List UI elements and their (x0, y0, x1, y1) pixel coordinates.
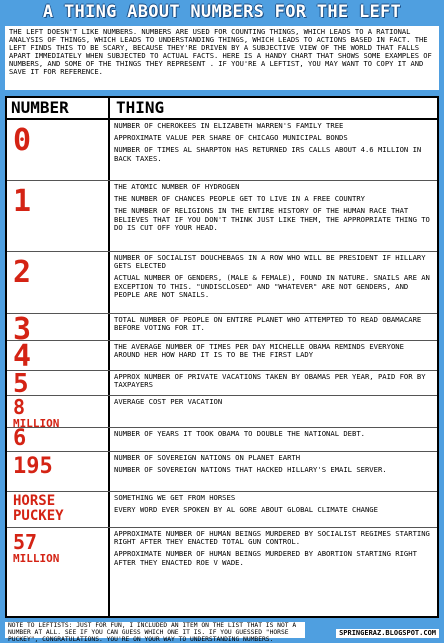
number-cell (7, 120, 110, 180)
thing-text: EVERY WORD EVER SPOKEN BY AL GORE ABOUT GLOBAL CLIMATE CHANGE (114, 505, 378, 515)
thing-text: APPROXIMATE NUMBER OF HUMAN BEINGS MURDERED BY ABORTION STARTING RIGHT AFTER THEY ENACTED ROE V WADE. (114, 549, 417, 567)
thing-text: SOMETHING WE GET FROM HORSES (114, 493, 236, 502)
intro-text: THE LEFT DOESN'T LIKE NUMBERS. NUMBERS ARE USED FOR COUNTING THINGS, WHICH LEADS TO A RATIONAL ANALYSIS OF THINGS, WHICH LEADS TO UNDERSTANDING THINGS, WHICH LEADS TO ACTIONS BASED IN FACT. THE LEFT FINDS THIS TO BE SCARY, BECAUSE THEY'RE DRIVEN BY A SUBJECTIVE VIEW OF THE WORLD THAT FALLS APART IMMEDIATELY WHEN SUBJECTED TO ACTUAL FACTS. HERE IS A HANDY CHART THAT SHOWS SOME EXAMPLES OF NUMBERS, AND SOME OF THE THINGS THEY REPRESENT . IF YOU'RE A LEFTIST, YOU MAY WANT TO COPY IT AND SAVE IT FOR REFERENCE. (5, 26, 439, 90)
number-cell (7, 181, 110, 251)
header-number: NUMBER (7, 98, 110, 118)
thing-cell (110, 452, 437, 491)
thing-cell (110, 492, 437, 527)
number-value: 195 (13, 454, 53, 479)
number-value: 4 (13, 339, 32, 374)
thing-cell (110, 528, 437, 616)
thing-text: NUMBER OF SOVEREIGN NATIONS THAT HACKED HILLARY'S EMAIL SERVER. (114, 465, 387, 475)
number-cell (7, 252, 110, 313)
table-row (7, 369, 437, 399)
number-cell (7, 369, 110, 399)
thing-text: NUMBER OF YEARS IT TOOK OBAMA TO DOUBLE THE NATIONAL DEBT. (114, 429, 365, 438)
number-cell (7, 395, 110, 430)
credit-link[interactable]: SPRINGERAZ.BLOGSPOT.COM (336, 629, 439, 638)
thing-text: APPROXIMATE VALUE PER SHARE OF CHICAGO MUNICIPAL BONDS (114, 133, 348, 143)
thing-cell (110, 314, 437, 340)
number-unit: MILLION (13, 552, 60, 565)
thing-text: NUMBER OF SOCIALIST DOUCHEBAGS IN A ROW WHO WILL BE PRESIDENT IF HILLARY GETS ELECTED (114, 253, 426, 271)
thing-cell (110, 252, 437, 313)
thing-text: AVERAGE COST PER VACATION (114, 397, 223, 406)
thing-text: TOTAL NUMBER OF PEOPLE ON ENTIRE PLANET WHO ATTEMPTED TO READ OBAMACARE BEFORE VOTING FOR IT. (114, 315, 422, 333)
table-row (7, 120, 437, 181)
thing-text: THE NUMBER OF CHANCES PEOPLE GET TO LIVE IN A FREE COUNTRY (114, 194, 365, 204)
number-value: 2 (13, 255, 32, 290)
table-row (7, 312, 437, 347)
thing-text: APPROX NUMBER OF PRIVATE VACATIONS TAKEN BY OBAMAS PER YEAR, PAID FOR BY TAXPAYERS (114, 372, 426, 390)
number-value: 0 (13, 123, 32, 158)
thing-cell (110, 181, 437, 251)
number-value: 57 (13, 530, 38, 554)
table-row (7, 252, 437, 314)
number-cell (7, 528, 110, 616)
thing-text: NUMBER OF CHEROKEES IN ELIZABETH WARREN'S FAMILY TREE (114, 121, 344, 130)
thing-text: APPROXIMATE NUMBER OF HUMAN BEINGS MURDERED BY SOCIALIST REGIMES STARTING RIGHT AFTER THEY ENACTED TOTAL GUN CONTROL. (114, 529, 430, 547)
page-title: A THING ABOUT NUMBERS FOR THE LEFT (42, 2, 402, 22)
thing-text: NUMBER OF TIMES AL SHARPTON HAS RETURNED IRS CALLS ABOUT 4.6 MILLION IN BACK TAXES. (114, 145, 422, 163)
number-value: 6 (13, 426, 27, 451)
table-header (7, 98, 437, 120)
table-row (7, 528, 437, 616)
number-value: 1 (13, 184, 32, 219)
number-cell (7, 452, 110, 491)
thing-cell (110, 428, 437, 451)
numbers-table (5, 96, 439, 618)
thing-text: THE AVERAGE NUMBER OF TIMES PER DAY MICHELLE OBAMA REMINDS EVERYONE AROUND HER HOW HARD IT IS TO BE THE FIRST LADY (114, 342, 404, 360)
table-row (7, 339, 437, 374)
footnote (5, 622, 439, 643)
number-value: 8 (13, 395, 26, 419)
thing-text: THE ATOMIC NUMBER OF HYDROGEN (114, 182, 240, 191)
header-thing: THING (116, 98, 165, 117)
number-value: 3 (13, 312, 32, 347)
number-cell (7, 492, 110, 527)
number-value: 5 (13, 369, 29, 399)
table-row (7, 452, 437, 492)
note-text: NOTE TO LEFTISTS: JUST FOR FUN, I INCLUDED AN ITEM ON THE LIST THAT IS NOT A NUMBER AT ALL. SEE IF YOU CAN GUESS WHICH ONE IT IS. IF YOU GUESSED "HORSE PUCKEY", CONGRATULATIONS. YOU'RE ON YOUR WAY TO UNDERSTANDING NUMBERS. (5, 622, 305, 638)
table-row (7, 428, 437, 452)
number-cell (7, 428, 110, 451)
thing-text: THE NUMBER OF RELIGIONS IN THE ENTIRE HISTORY OF THE HUMAN RACE THAT BELIEVES THAT IF YOU DON'T THINK JUST LIKE THEM, THE APPROPRIATE THING TO DO IS CUT OFF YOUR HEAD. (114, 206, 430, 232)
thing-cell (110, 396, 437, 427)
number-value: HORSE PUCKEY (13, 493, 64, 524)
number-cell (7, 312, 110, 347)
thing-cell (110, 341, 437, 370)
number-cell (7, 339, 110, 374)
thing-cell (110, 120, 437, 180)
thing-text: NUMBER OF SOVEREIGN NATIONS ON PLANET EARTH (114, 453, 301, 462)
number-unit: MILLION (13, 417, 60, 430)
thing-cell (110, 371, 437, 395)
table-row (7, 396, 437, 428)
table-row (7, 492, 437, 528)
thing-text: ACTUAL NUMBER OF GENDERS, (MALE & FEMALE), FOUND IN NATURE. SNAILS ARE AN EXCEPTION TO THIS. "UNDISCLOSED" AND "WHATEVER" ARE NOT GENDERS, AND PEOPLE ARE NOT SNAILS. (114, 273, 430, 299)
table-row (7, 181, 437, 252)
